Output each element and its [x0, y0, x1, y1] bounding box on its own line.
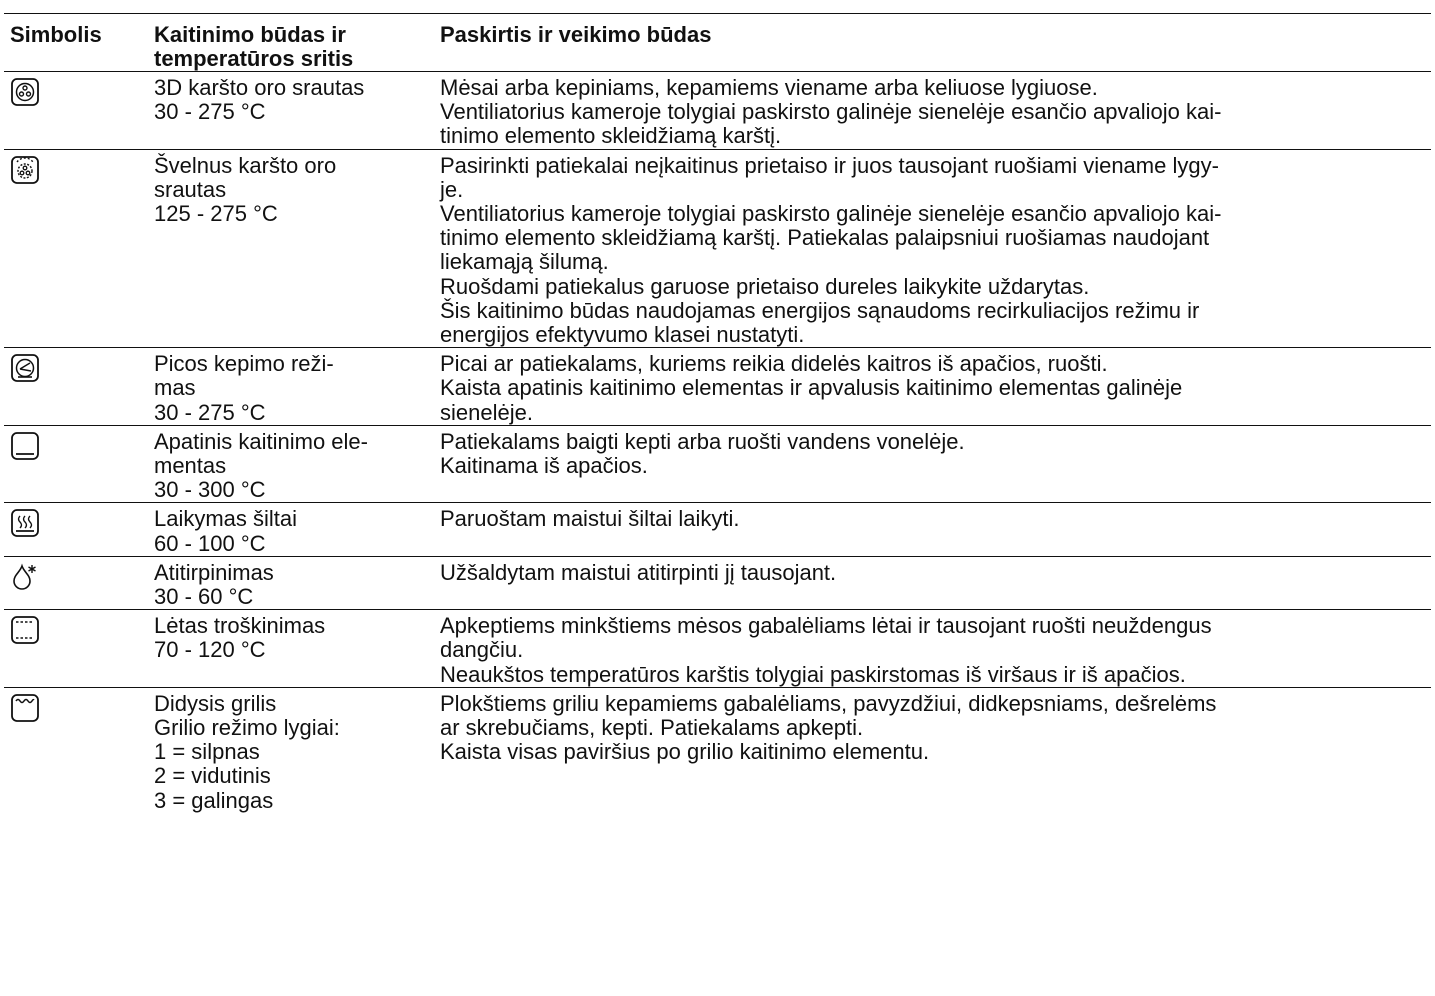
- description-line: Neaukštos temperatūros karštis tolygiai paskirstomas iš viršaus ir iš apačios.: [440, 661, 1186, 687]
- description-line: energijos efektyvumo klasei nustatyti.: [440, 322, 805, 348]
- mode-line: srautas: [154, 176, 227, 202]
- description-line: sienelėje.: [440, 399, 533, 425]
- description-line: Užšaldytam maistui atitirpinti jį tausojant.: [440, 559, 837, 585]
- mode-cell: [148, 503, 434, 556]
- full-width-grill-icon: [10, 693, 40, 723]
- description-cell: [434, 687, 1431, 813]
- description-cell: [434, 72, 1431, 150]
- symbol-cell: [4, 503, 148, 556]
- mode-line: 3D karšto oro srautas: [154, 75, 365, 100]
- mode-line: Lėtas troškinimas: [154, 613, 326, 639]
- defrost-icon: [10, 562, 40, 592]
- table-row: [4, 687, 1431, 813]
- mode-line: 2 = vidutinis: [154, 763, 271, 789]
- mode-line: Grilio režimo lygiai:: [154, 715, 340, 741]
- description-line: Paruoštam maistui šiltai laikyti.: [440, 506, 740, 532]
- mode-cell: [148, 687, 434, 813]
- description-line: Apkeptiems minkštiems mėsos gabalėliams lėtai ir tausojant ruošti neuždengus: [440, 613, 1212, 639]
- description-line: Mėsai arba kepiniams, kepamiems viename arba keliuose lygiuose.: [440, 75, 1098, 100]
- description-line: ar skrebučiams, kepti. Patiekalams apkepti.: [440, 715, 864, 741]
- header-symbol: Simbolis: [10, 22, 102, 47]
- symbol-cell: [4, 149, 148, 348]
- mode-line: 1 = silpnas: [154, 739, 260, 765]
- table-row: [4, 72, 1431, 150]
- table-row: [4, 610, 1431, 688]
- description-cell: [434, 556, 1431, 609]
- symbol-cell: [4, 348, 148, 426]
- mode-line: Didysis grilis: [154, 690, 277, 716]
- mode-line: 30 - 275 °C: [154, 99, 266, 125]
- 3d-hot-air-icon: [10, 77, 40, 107]
- mode-cell: [148, 425, 434, 503]
- description-cell: [434, 425, 1431, 503]
- mode-cell: [148, 556, 434, 609]
- table-row: [4, 425, 1431, 503]
- description-line: Ventiliatorius kameroje tolygiai paskirsto galinėje sienelėje esančio apvaliojo kai-: [440, 201, 1222, 227]
- description-line: Kaista visas paviršius po grilio kaitinimo elementu.: [440, 739, 930, 765]
- table-body: [4, 72, 1431, 813]
- description-line: Kaitinama iš apačios.: [440, 453, 648, 479]
- heating-modes-table-page: [4, 13, 1431, 813]
- mode-line: 60 - 100 °C: [154, 530, 266, 556]
- header-purpose: Paskirtis ir veikimo būdas: [440, 22, 712, 47]
- symbol-cell: [4, 610, 148, 688]
- description-line: je.: [440, 176, 464, 202]
- mode-line: Apatinis kaitinimo ele-: [154, 428, 368, 454]
- bottom-heat-icon: [10, 431, 40, 461]
- symbol-cell: [4, 72, 148, 150]
- slow-cook-icon: [10, 615, 40, 645]
- mode-line: Švelnus karšto oro: [154, 152, 337, 178]
- header-mode: Kaitinimo būdas ir temperatūros sritis: [154, 22, 354, 71]
- symbol-cell: [4, 556, 148, 609]
- mode-line: mas: [154, 375, 196, 401]
- mode-line: mentas: [154, 453, 227, 479]
- gentle-hot-air-icon: [10, 155, 40, 185]
- description-line: Pasirinkti patiekalai neįkaitinus prietaiso ir juos tausojant ruošiami viename lygy-: [440, 152, 1219, 178]
- description-cell: [434, 610, 1431, 688]
- description-line: Patiekalams baigti kepti arba ruošti vandens vonelėje.: [440, 428, 965, 454]
- mode-cell: [148, 610, 434, 688]
- description-line: tinimo elemento skleidžiamą karštį. Patiekalas palaipsniui ruošiamas naudojant: [440, 225, 1210, 251]
- description-line: dangčiu.: [440, 637, 524, 663]
- description-line: Plokštiems griliu kepamiems gabalėliams, pavyzdžiui, didkepsniams, dešrelėms: [440, 690, 1217, 716]
- mode-line: Laikymas šiltai: [154, 506, 298, 532]
- mode-line: 125 - 275 °C: [154, 201, 278, 227]
- symbol-cell: [4, 687, 148, 813]
- description-line: tinimo elemento skleidžiamą karštį.: [440, 123, 782, 149]
- description-cell: [434, 149, 1431, 348]
- pizza-setting-icon: [10, 353, 40, 383]
- table-header-row: [4, 14, 1431, 72]
- mode-line: Atitirpinimas: [154, 559, 274, 585]
- table-row: [4, 348, 1431, 426]
- mode-line: 70 - 120 °C: [154, 637, 266, 663]
- description-cell: [434, 348, 1431, 426]
- description-line: Ventiliatorius kameroje tolygiai paskirsto galinėje sienelėje esančio apvaliojo kai-: [440, 99, 1222, 125]
- description-line: Picai ar patiekalams, kuriems reikia didelės kaitros iš apačios, ruošti.: [440, 351, 1108, 377]
- mode-line: 30 - 275 °C: [154, 399, 266, 425]
- table-row: [4, 149, 1431, 348]
- description-line: liekamąją šilumą.: [440, 249, 609, 275]
- mode-cell: [148, 72, 434, 150]
- table-row: [4, 503, 1431, 556]
- mode-cell: [148, 149, 434, 348]
- mode-cell: [148, 348, 434, 426]
- keep-warm-icon: [10, 508, 40, 538]
- mode-line: 30 - 60 °C: [154, 584, 254, 610]
- mode-line: 30 - 300 °C: [154, 477, 266, 503]
- mode-line: Picos kepimo reži-: [154, 351, 334, 377]
- symbol-cell: [4, 425, 148, 503]
- mode-line: 3 = galingas: [154, 787, 274, 813]
- description-line: Kaista apatinis kaitinimo elementas ir apvalusis kaitinimo elementas galinėje: [440, 375, 1183, 401]
- description-cell: [434, 503, 1431, 556]
- description-line: Šis kaitinimo būdas naudojamas energijos sąnaudoms recirkuliacijos režimu ir: [440, 297, 1200, 323]
- heating-modes-table: [4, 13, 1431, 813]
- description-line: Ruošdami patiekalus garuose prietaiso dureles laikykite uždarytas.: [440, 273, 1090, 299]
- table-row: [4, 556, 1431, 609]
